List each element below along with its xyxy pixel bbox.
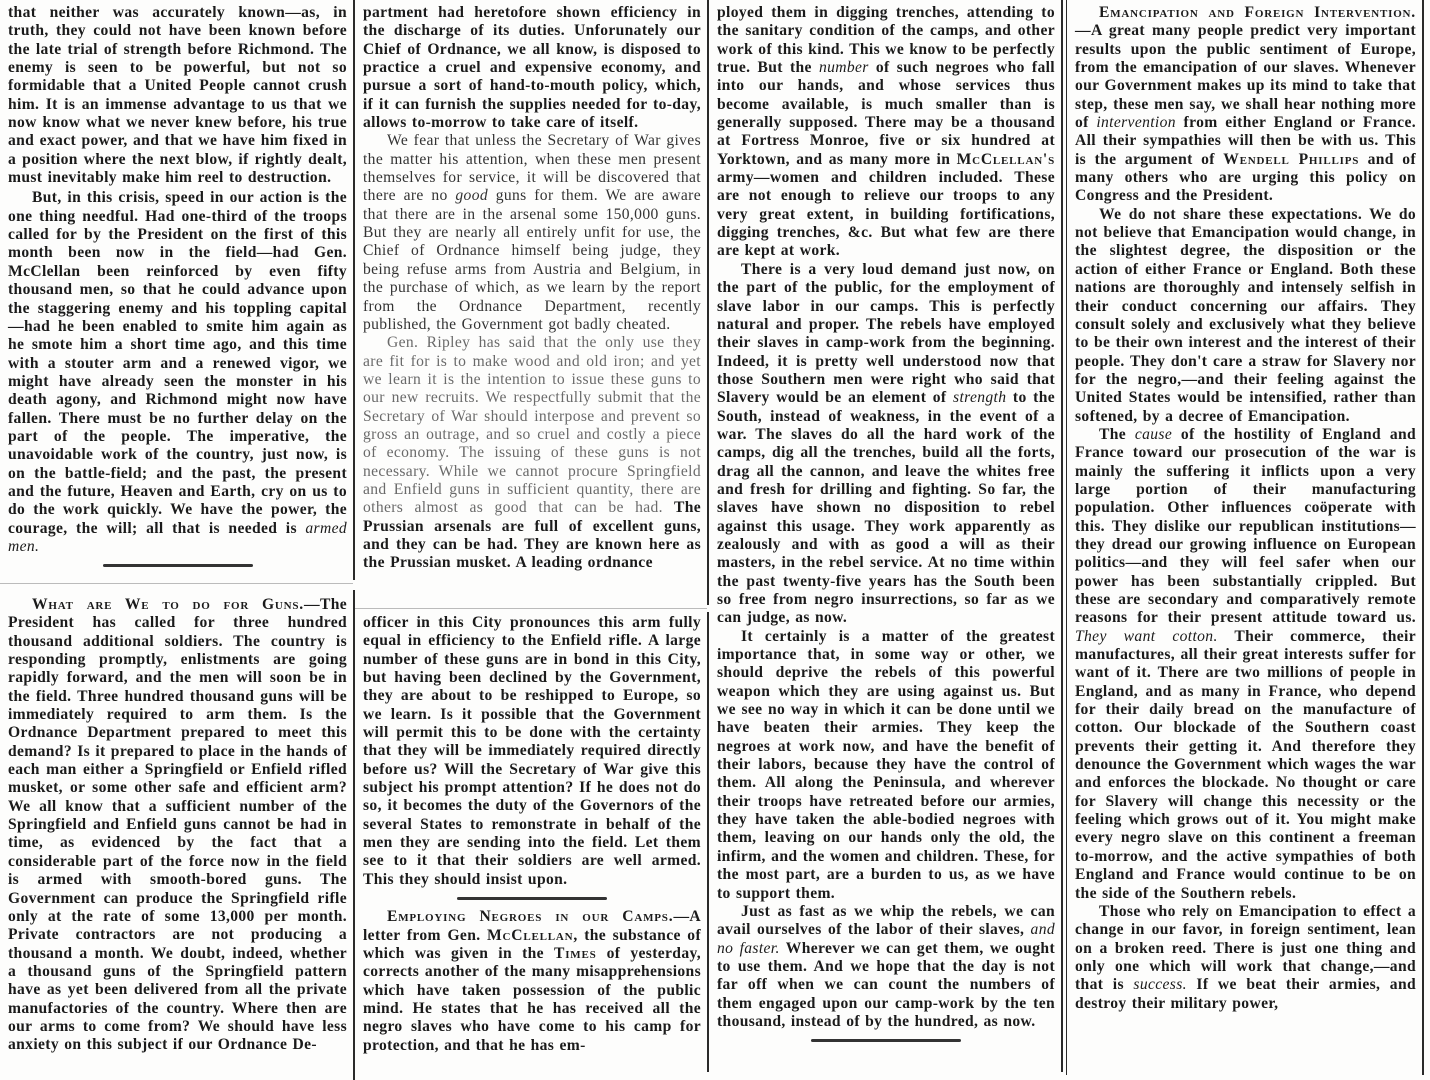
article-what-are-we-to-do-for-guns: What are We to do for Guns.—The President has called for three hundred thousand additional soldiers. The country is responding promptly, enlistments are going rapidly forward, and the men will soon be in the field. Three hundred thousand guns will be immediately required to arm them. Is the Ordnance Department prepared to meet this demand? Is it prepared to place in the hands of each man either a Springfield or Enfield rifled musket, or some other safe and efficient arm? We all know that a sufficient number of the Springfield and Enfield guns cannot be had in time, as evidenced by the fact that a considerable part of the force now in the field is armed with smooth-bored guns. The Government can produce the Springfield rifle only at the rate of some 13,000 per month. Private contractors are not producing a thousand a month. We doubt, indeed, whether a thousand guns of the Springfield pattern have as yet been delivered from all the private manufactories of the country. Where then are our arms to come from? We should have less anxiety on this subject if our Ordnance De- xyxy=(8,596,347,1054)
col4-paragraph-4: Those who rely on Emancipation to effect a change in our favor, in foreign sentiment, lean on a broken reed. There is just one thing and only one which will work that change,—and that is success. If we beat their armies, and destroy their military power, xyxy=(1075,902,1416,1012)
col2-paragraph-3: Gen. Ripley has said that the only use they are fit for is to make wood and old iron; and yet we learn it is the intention to issue these guns to our new recruits. We respectfully submit that the Secretary of War should interpose and prevent so gross an outrage, and so cruel and costly a piece of economy. The issuing of these guns is not necessary. While we cannot procure Springfield and Enfield guns in sufficient quantity, there are others almost as good that can be had. The Prussian arsenals are full of excellent guns, and they can be had. They are known here as the Prussian musket. A leading ordnance xyxy=(363,334,701,572)
col2-paragraph-2: We fear that unless the Secretary of War gives the matter his attention, when these men present themselves for service, it will be discovered that there are no good guns for them. We are aware that there are in the arsenal some 150,000 guns. But they are nearly all entirely unfit for use, the Chief of Ordnance himself being judge, they being refuse arms from Austria and Belgium, in the purchase of which, as we learn by the report from the Ordnance Department, recently published, the Government got badly cheated. xyxy=(363,132,701,333)
col4-paragraph-2: We do not share these expectations. We do not believe that Emancipation would change, in the slightest degree, the disposition or the action of either France or England. Both these nations are thoroughly and intensely selfish in their conduct concerning our affairs. They consult solely and exclusively what they believe to be their own interest and the interest of their people. They don't care a straw for Slavery nor for the negro,—and their feeling against the United States would be intensified, rather than softened, by a decree of Emancipation. xyxy=(1075,205,1416,425)
col3-paragraph-1: ployed them in digging trenches, attending to the sanitary condition of the camps, and other work of this kind. This we know to be perfectly true. But the number of such negroes who fall into our hands, and whose services thus become available, is much smaller than is generally supposed. There may be a thousand at Fortress Monroe, five or six hundred at Yorktown, and as many more in McClellan's army—women and children included. These are not enough to relieve our troops to any very great extent, in building fortifications, digging trenches, &c. But what few are there are kept at work. xyxy=(717,4,1055,260)
col4-paragraph-3: The cause of the hostility of England and France toward our prosecution of the war is mainly the suffering it inflicts upon a very large portion of their manufacturing population. Other influences coöperate with this. They dislike our republican institutions—they dread our growing influence on European politics—and they will feel safer when our power has been substantially crippled. But these are secondary and comparatively remote reasons for their present attitude toward us. They want cotton. Their commerce, their manufactures, all their great interests suffer for want of it. There are two millions of people in England, and as many in France, who depend for their daily bread on the manufacture of cotton. Our blockade of the Southern coast prevents their getting it. And therefore they denounce the Government which wages the war and enforces the blockade. No thought or care for Slavery will change this necessity or the feeling which grows out of it. You might make every negro slave on this continent a freeman to-morrow, and the active sympathies of both England and France would continue to be on the side of the Southern rebels. xyxy=(1075,425,1417,902)
article-separator xyxy=(457,897,607,900)
column-2 xyxy=(355,0,707,1080)
article-headline: What are We to do for Guns. xyxy=(32,596,304,613)
col3-paragraph-2: There is a very loud demand just now, on the part of the public, for the employment of slave labor in our camps. This is perfectly natural and proper. The rebels have employed their slaves in camp-work from the beginning. Indeed, it is pretty well understood now that those Southern men were right who said that Slavery would be an element of strength to the South, instead of weakness, in the event of a war. The slaves do all the hard work of the camps, dig all the trenches, build all the forts, drag all the cannon, and leave the whites free and fresh for drilling and fighting. So far, the slaves have shown no disposition to rebel against this usage. They work apparently as zealously and with as good a will as their masters, in the rebel service. At no time within the past twenty-five years has the South been so free from negro insurrections, so far as we can judge, as now. xyxy=(717,260,1055,627)
col3-paragraph-3: It certainly is a matter of the greatest importance that, in some way or other, we should deprive the rebels of this powerful weapon which they are using against us. But we see no way in which it can be done until we have beaten their armies. They keep the negroes at work now, and have the benefit of their labors, because they have the control of them. All along the Peninsula, and wherever their troops have retreated before our armies, they have taken the able-bodied negroes with them, leaving on our hands only the old, the infirm, and the women and children. These, for the most part, are a burden to us, as we have to support them. xyxy=(717,627,1055,902)
column-3 xyxy=(709,0,1061,1080)
article-headline: Emancipation and Foreign Intervention. xyxy=(1099,4,1416,21)
column-1 xyxy=(0,0,353,1080)
col2-paragraph-1: partment had heretofore shown efficiency in the discharge of its duties. Unforunately our Chief of Ordnance, we all know, is disposed to practice a cruel and expensive economy, and pursue a sort of hand-to-mouth policy, which, if it can furnish the supplies needed for to-day, allows to-morrow to take care of itself. xyxy=(363,4,701,132)
article-headline: Employing Negroes in our Camps. xyxy=(387,908,674,926)
article-separator xyxy=(103,564,253,567)
emphasis-armed-men: armed men. xyxy=(8,519,348,555)
article-separator xyxy=(811,1039,961,1042)
article-emancipation-and-foreign-intervention: Emancipation and Foreign Intervention.—A great many people predict very important results upon the public sentiment of Europe, from the emancipation of our slaves. Whenever our Government makes up its mind to take that step, these men say, we shall hear nothing more of intervention from either England or France. All their sympathies will then be with us. This is the argument of Wendell Phillips and of many others who are urging this policy on Congress and the President. xyxy=(1075,4,1416,205)
column-rule-3 xyxy=(1061,0,1063,1072)
col3-paragraph-4: Just as fast as we whip the rebels, we can avail ourselves of the labor of their slaves, and no faster. Wherever we can get them, we ought to use them. And we hope that the day is not far off when we can count the numbers of them engaged upon our camp-work by the ten thousand, instead of by the hundred, as now. xyxy=(717,902,1055,1030)
col1-paragraph-1: that neither was accurately known—as, in truth, they could not have been known before the late trial of strength before Richmond. The enemy is seen to be powerful, but not so formidable that a United People cannot crush him. It is an immense advantage to us that we now know what we never knew before, his true and exact power, and that we have him fixed in a position where the next blow, if rightly dealt, must inevitably make him reel to destruction. xyxy=(8,4,347,187)
article-employing-negroes: Employing Negroes in our Camps.—A letter from Gen. McClellan, the substance of which was given in the Times of yesterday, corrects another of the many misapprehensions which have taken possession of the public mind. He states that he has received all the negro slaves who have come to his camp for protection, and that he has em- xyxy=(363,908,702,1054)
column-4 xyxy=(1067,0,1422,1080)
col2-paragraph-4: officer in this City pronounces this arm fully equal in efficiency to the Enfield rifle. A large number of these guns are in bond in this City, but having been declined by the Government, they are about to be reshipped to Europe, so we learn. Is it possible that the Government will permit this to be done with the certainty that they will be immediately required directly before us? Will the Secretary of War give this subject his prompt attention? If he does not do so, it becomes the duty of the Governors of the several States to remonstrate in behalf of the men they are sending into the field. Let them see to it that their soldiers are well armed. This they should insist upon. xyxy=(363,614,701,888)
column-rule-4 xyxy=(1422,0,1424,1075)
col1-paragraph-2: But, in this crisis, speed in our action is the one thing needful. Had one-third of the troops called for by the President on the first of this month been now in the field—had Gen. McClellan been reinforced by even fifty thousand men, so that he could advance upon the staggering enemy and his toppling capital—had he been enabled to smite him again as he smote him a short time ago, and this time with a stouter arm and a renewed vigor, we might have already seen the monster in his death agony, and Richmond might now have fallen. There must be no further delay on the part of the people. The imperative, the unavoidable work of the country, just now, is on the battle-field; and the past, the present and the future, Heaven and Earth, cry on us to do the work quickly. We have the power, the courage, the will; all that is needed is armed men. xyxy=(8,189,348,555)
